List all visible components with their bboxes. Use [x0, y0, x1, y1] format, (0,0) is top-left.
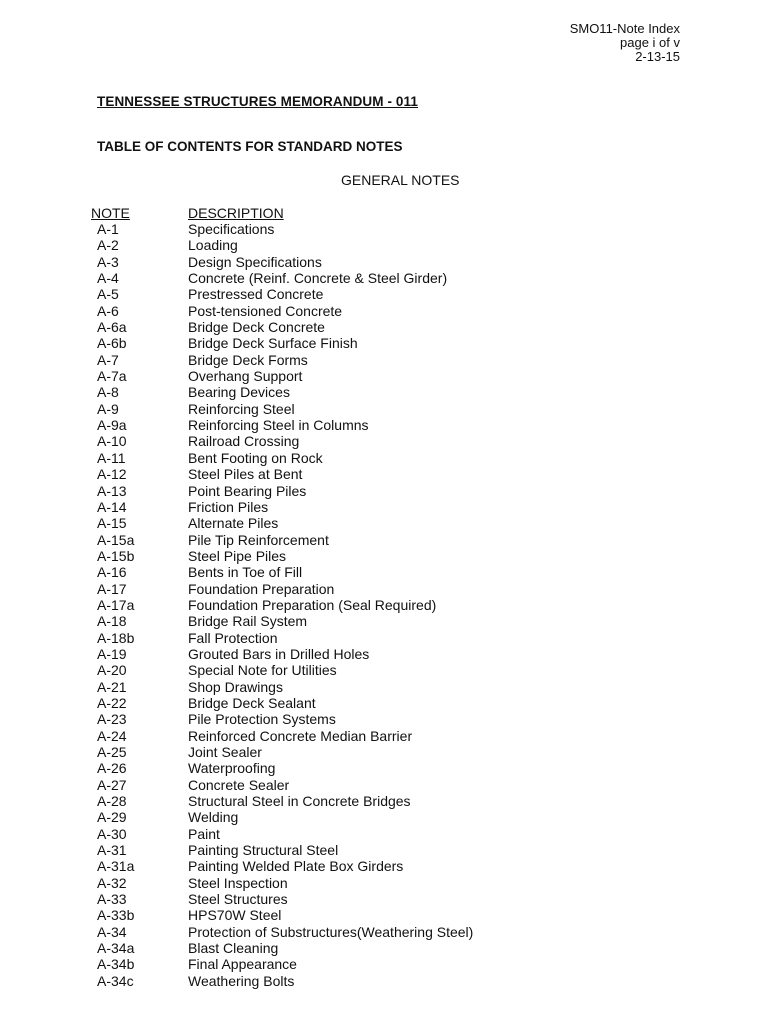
note-id: A-31 [97, 842, 127, 859]
note-row [0, 450, 473, 466]
note-row [0, 646, 473, 662]
note-description: Bridge Deck Forms [188, 351, 308, 368]
note-id: A-17 [97, 580, 127, 597]
note-description: Bents in Toe of Fill [188, 564, 303, 581]
note-description: Point Bearing Piles [188, 482, 307, 499]
note-id: A-2 [97, 237, 119, 254]
note-id: A-13 [97, 482, 127, 499]
note-row [0, 384, 473, 400]
note-description: Post-tensioned Concrete [188, 302, 343, 319]
note-description: Final Appearance [188, 956, 297, 973]
note-row [0, 581, 473, 597]
note-description: Weathering Bolts [188, 972, 295, 989]
note-id: A-18b [97, 629, 135, 646]
note-row [0, 809, 473, 825]
note-id: A-7a [97, 368, 127, 385]
note-description: Blast Cleaning [188, 940, 279, 957]
page-number: page i of v [620, 35, 680, 50]
note-description: Steel Inspection [188, 874, 288, 891]
note-row [0, 433, 473, 449]
note-description: Design Specifications [188, 253, 322, 270]
note-description: Structural Steel in Concrete Bridges [188, 793, 411, 810]
note-id: A-18 [97, 613, 127, 630]
note-id: A-16 [97, 564, 127, 581]
note-row [0, 335, 473, 351]
doc-date: 2-13-15 [635, 49, 680, 64]
note-id: A-3 [97, 253, 119, 270]
toc-heading: TABLE OF CONTENTS FOR STANDARD NOTES [97, 139, 403, 154]
page-header [570, 22, 680, 64]
note-id: A-6a [97, 319, 127, 336]
note-id: A-12 [97, 466, 127, 483]
note-row [0, 679, 473, 695]
note-description: Bearing Devices [188, 384, 290, 401]
note-row [0, 891, 473, 907]
note-description: Steel Structures [188, 891, 288, 908]
note-row [0, 319, 473, 335]
note-description: Pile Tip Reinforcement [188, 531, 329, 548]
note-column-header: NOTE [91, 205, 130, 221]
note-row [0, 466, 473, 482]
note-id: A-34a [97, 940, 135, 957]
note-row [0, 875, 473, 891]
note-description: Painting Welded Plate Box Girders [188, 858, 404, 875]
document-title: TENNESSEE STRUCTURES MEMORANDUM - 011 [97, 94, 418, 109]
note-id: A-22 [97, 694, 127, 711]
note-id: A-9a [97, 417, 127, 434]
note-description: Reinforcing Steel [188, 400, 295, 417]
note-row [0, 597, 473, 613]
note-row [0, 237, 473, 253]
note-id: A-15b [97, 547, 135, 564]
note-description: Prestressed Concrete [188, 286, 324, 303]
note-description: Joint Sealer [188, 744, 262, 760]
note-id: A-33b [97, 907, 135, 924]
note-id: A-29 [97, 809, 127, 826]
note-id: A-26 [97, 760, 127, 777]
note-id: A-5 [97, 286, 119, 303]
note-description: Fall Protection [188, 629, 278, 646]
note-row [0, 368, 473, 384]
note-id: A-34c [97, 972, 134, 989]
note-id: A-19 [97, 645, 127, 662]
note-row [0, 728, 473, 744]
note-id: A-24 [97, 727, 127, 744]
note-description: Foundation Preparation [188, 580, 335, 597]
note-id: A-33 [97, 891, 127, 908]
note-description: Reinforcing Steel in Columns [188, 417, 369, 434]
note-description: Loading [188, 237, 238, 254]
note-row [0, 858, 473, 874]
note-row [0, 793, 473, 809]
note-row [0, 221, 473, 237]
note-description: Concrete Sealer [188, 776, 290, 793]
note-description: Bridge Deck Surface Finish [188, 335, 358, 352]
note-row [0, 760, 473, 776]
note-description: Reinforced Concrete Median Barrier [188, 727, 413, 744]
note-row [0, 842, 473, 858]
note-row [0, 254, 473, 270]
note-description: Bridge Deck Sealant [188, 694, 316, 711]
notes-list [0, 221, 473, 989]
note-id: A-6 [97, 302, 119, 319]
note-row [0, 777, 473, 793]
note-description: Grouted Bars in Drilled Holes [188, 645, 370, 662]
note-row [0, 924, 473, 940]
note-id: A-10 [97, 433, 127, 450]
note-row [0, 630, 473, 646]
section-heading: GENERAL NOTES [341, 172, 460, 188]
note-row [0, 303, 473, 319]
note-id: A-30 [97, 825, 127, 842]
note-description: Pile Protection Systems [188, 711, 336, 728]
note-row [0, 940, 473, 956]
note-description: Friction Piles [188, 498, 269, 515]
note-row [0, 973, 473, 989]
note-description: Alternate Piles [188, 515, 279, 532]
note-id: A-7 [97, 351, 119, 368]
note-description: Bent Footing on Rock [188, 449, 323, 466]
note-description: Protection of Substructures(Weathering Steel) [188, 923, 474, 940]
note-id: A-6b [97, 335, 127, 352]
note-id: A-25 [97, 744, 127, 760]
note-row [0, 956, 473, 972]
note-row [0, 515, 473, 531]
note-row [0, 564, 473, 580]
note-description: Bridge Deck Concrete [188, 319, 325, 336]
note-description: Waterproofing [188, 760, 276, 777]
note-id: A-32 [97, 874, 127, 891]
note-description: Paint [188, 825, 220, 842]
note-id: A-34b [97, 956, 135, 973]
note-id: A-1 [97, 221, 119, 237]
note-description: Specifications [188, 221, 275, 237]
note-id: A-23 [97, 711, 127, 728]
note-row [0, 417, 473, 433]
note-row [0, 826, 473, 842]
note-row [0, 499, 473, 515]
note-row [0, 711, 473, 727]
note-row [0, 662, 473, 678]
note-row [0, 270, 473, 286]
note-description: Foundation Preparation (Seal Required) [188, 596, 437, 613]
note-id: A-17a [97, 596, 135, 613]
note-id: A-15 [97, 515, 127, 532]
note-id: A-31a [97, 858, 135, 875]
note-row [0, 352, 473, 368]
note-description: Special Note for Utilities [188, 662, 337, 679]
note-id: A-11 [97, 449, 126, 466]
note-id: A-34 [97, 923, 127, 940]
note-row [0, 695, 473, 711]
note-id: A-8 [97, 384, 119, 401]
doc-reference: SMO11-Note Index [569, 21, 680, 36]
note-row [0, 532, 473, 548]
note-row [0, 744, 473, 760]
note-description: Overhang Support [188, 368, 303, 385]
note-row [0, 907, 473, 923]
note-id: A-4 [97, 270, 119, 287]
note-row [0, 613, 473, 629]
note-id: A-27 [97, 776, 127, 793]
note-description: Painting Structural Steel [188, 842, 339, 859]
note-description: Concrete (Reinf. Concrete & Steel Girder) [188, 270, 448, 287]
note-id: A-15a [97, 531, 135, 548]
note-description: Steel Piles at Bent [188, 466, 303, 483]
note-id: A-21 [97, 678, 127, 695]
note-id: A-14 [97, 498, 127, 515]
note-row [0, 401, 473, 417]
note-description: HPS70W Steel [188, 907, 282, 924]
note-id: A-28 [97, 793, 127, 810]
note-row [0, 483, 473, 499]
note-row [0, 286, 473, 302]
note-description: Steel Pipe Piles [188, 547, 287, 564]
note-description: Railroad Crossing [188, 433, 300, 450]
description-column-header: DESCRIPTION [188, 205, 284, 221]
note-description: Bridge Rail System [188, 613, 308, 630]
note-row [0, 548, 473, 564]
note-description: Shop Drawings [188, 678, 283, 695]
note-description: Welding [188, 809, 239, 826]
note-id: A-9 [97, 400, 119, 417]
note-id: A-20 [97, 662, 127, 679]
